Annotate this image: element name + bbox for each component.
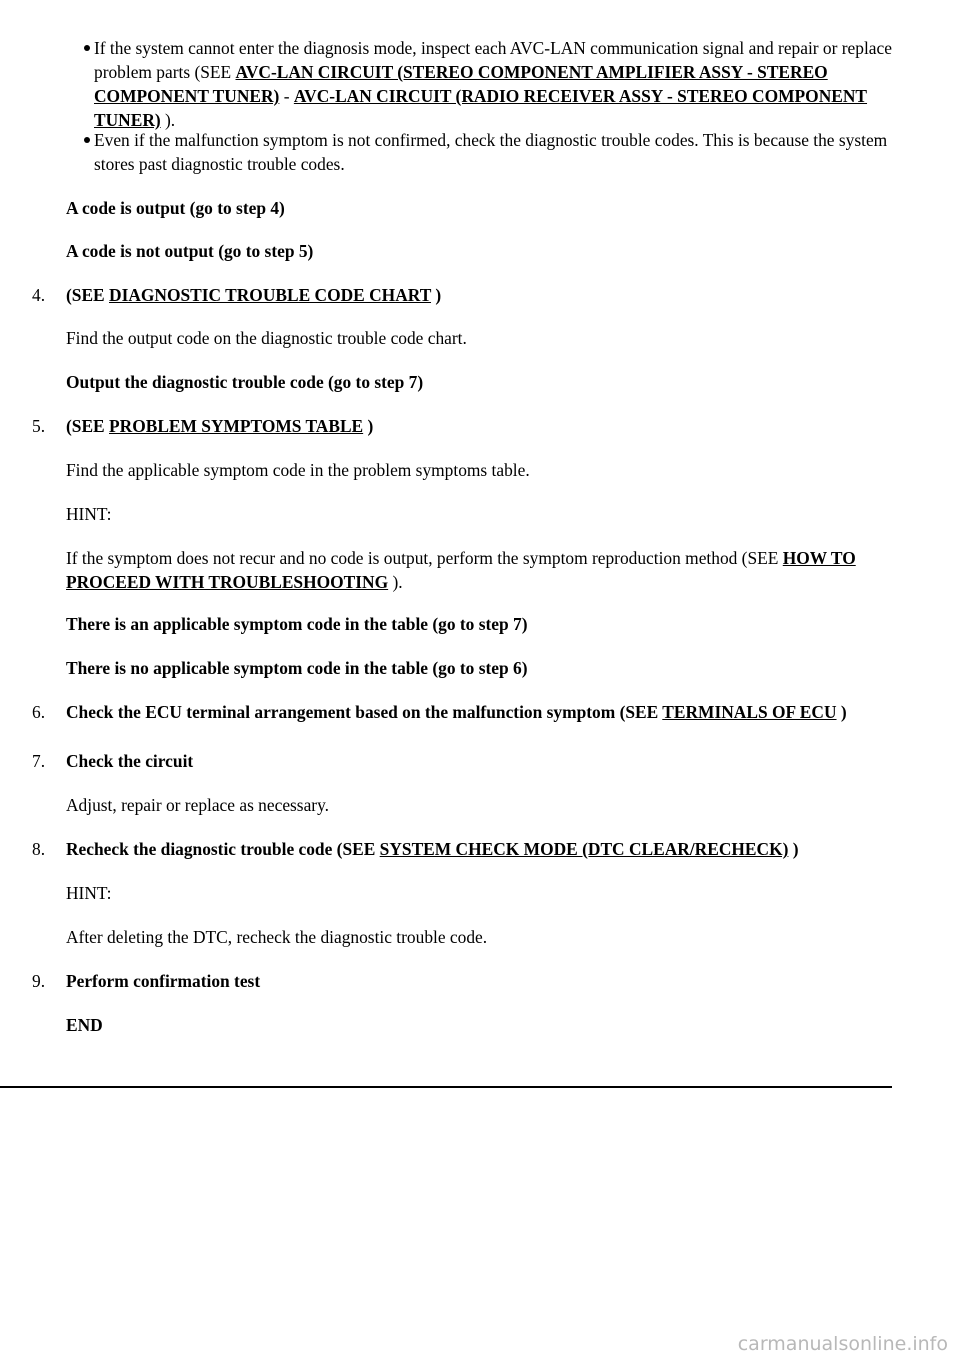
link-avc-lan-radio[interactable]: AVC-LAN CIRCUIT (RADIO RECEIVER ASSY - STEREO COMPONENT TUNER) <box>94 86 868 130</box>
link-how-to-proceed[interactable]: HOW TO PROCEED WITH TROUBLESHOOTING <box>66 548 856 592</box>
bullet-1-text-post: ). <box>160 110 176 130</box>
horizontal-rule <box>0 1086 892 1088</box>
watermark: carmanualsonline.info <box>737 1333 948 1355</box>
step-6-number: 6. <box>32 702 46 722</box>
step-8-pre: Recheck the diagnostic trouble code (SEE <box>66 839 380 859</box>
link-problem-symptoms[interactable]: PROBLEM SYMPTOMS TABLE <box>109 416 364 436</box>
step-6-title <box>66 700 896 724</box>
step-7-number: 7. <box>32 751 46 771</box>
step-5-hint-pre: If the symptom does not recur and no code is output, perform the symptom reproduction method (SEE <box>66 548 783 568</box>
bullet-1-text-pre: If the system cannot enter the diagnosis mode, inspect each AVC-LAN communication signal and repair or replace problem parts (SEE <box>94 38 892 82</box>
bullet-past-codes <box>94 128 894 176</box>
step-5-pre: (SEE <box>66 416 110 436</box>
bullet-1-sep: - <box>279 86 294 106</box>
step-9-title: Perform confirmation test <box>66 971 261 991</box>
result-code-not-output: A code is not output (go to step 5) <box>66 241 314 261</box>
step-8-hint-text: After deleting the DTC, recheck the diagnostic trouble code. <box>66 927 488 947</box>
step-5-hint-label: HINT: <box>66 504 112 524</box>
step-5-post: ) <box>363 416 374 436</box>
step-7-desc: Adjust, repair or replace as necessary. <box>66 795 329 815</box>
step-9-number: 9. <box>32 971 46 991</box>
step-5-desc: Find the applicable symptom code in the problem symptoms table. <box>66 460 530 480</box>
step-4-title <box>66 283 896 307</box>
bullet-2-text: Even if the malfunction symptom is not confirmed, check the diagnostic trouble codes. This is because the system stores past diagnostic trouble codes. <box>94 130 888 174</box>
step-5-result-1: There is an applicable symptom code in the table (go to step 7) <box>66 614 528 634</box>
step-7-title: Check the circuit <box>66 751 194 771</box>
link-avc-lan-amplifier[interactable]: AVC-LAN CIRCUIT (STEREO COMPONENT AMPLIFIER ASSY - STEREO COMPONENT TUNER) <box>94 62 828 106</box>
step-5-result-2: There is no applicable symptom code in the table (go to step 6) <box>66 658 528 678</box>
step-8-title <box>66 837 896 861</box>
step-8-post: ) <box>788 839 799 859</box>
step-6-post: ) <box>836 702 847 722</box>
step-8-hint-label: HINT: <box>66 883 112 903</box>
step-6-pre: Check the ECU terminal arrangement based on the malfunction symptom (SEE <box>66 702 663 722</box>
bullet-diagnosis-mode <box>94 36 894 132</box>
link-system-check-mode[interactable]: SYSTEM CHECK MODE (DTC CLEAR/RECHECK) <box>379 839 789 859</box>
step-4-number: 4. <box>32 285 46 305</box>
end-marker: END <box>66 1015 103 1035</box>
step-5-hint-post: ). <box>388 572 403 592</box>
step-8-number: 8. <box>32 839 46 859</box>
step-4-desc: Find the output code on the diagnostic trouble code chart. <box>66 328 467 348</box>
link-terminals-of-ecu[interactable]: TERMINALS OF ECU <box>662 702 837 722</box>
result-code-output: A code is output (go to step 4) <box>66 198 285 218</box>
step-5-number: 5. <box>32 416 46 436</box>
step-5-hint-text <box>66 546 896 594</box>
link-dtc-chart[interactable]: DIAGNOSTIC TROUBLE CODE CHART <box>109 285 432 305</box>
step-5-title <box>66 414 896 438</box>
step-4-post: ) <box>431 285 442 305</box>
step-4-pre: (SEE <box>66 285 110 305</box>
step-4-result: Output the diagnostic trouble code (go to step 7) <box>66 372 424 392</box>
